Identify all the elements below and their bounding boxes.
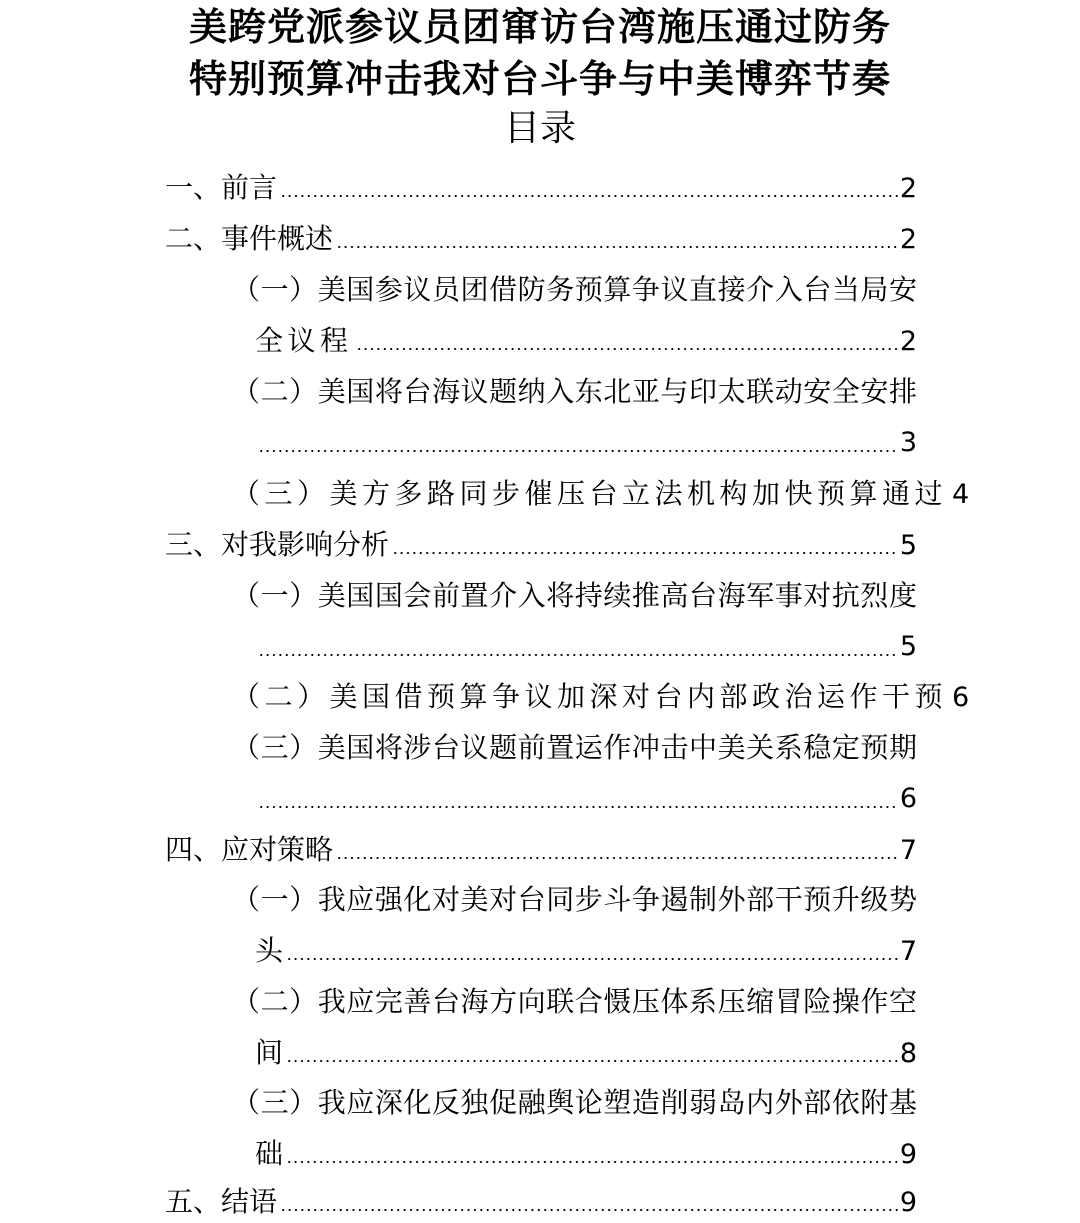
dot-leader [356,348,898,350]
toc-entry-2-1[interactable] [232,270,917,310]
toc-entry-label: （三）我应深化反独促融舆论塑造削弱岛内外部依附基 [232,1086,917,1119]
toc-entry-4-1[interactable] [232,880,917,920]
toc-entry-label: 一、前言 [165,171,278,204]
toc-entry-label: （二）美国将台海议题纳入东北亚与印太联动安全安排 [232,375,917,408]
toc-entry-label: 头 [255,934,284,967]
toc-entry-2-1-continued[interactable] [255,321,917,361]
dot-leader [280,195,898,197]
dot-leader [258,806,898,808]
dot-leader [280,1209,898,1211]
toc-entry-4-3-continued[interactable] [255,1134,917,1174]
dot-leader [258,654,898,656]
toc-entry-label: （三）美方多路同步催压台立法机构加快预算通过 [232,477,948,510]
toc-entry-label: 二、事件概述 [165,222,334,255]
dot-leader [258,450,898,452]
toc-entry-4-2[interactable] [232,982,917,1022]
toc-page-number: 2 [899,173,917,204]
toc-entry-label: 全议程 [255,324,353,357]
toc-page-number: 8 [899,1038,917,1069]
toc-entry-label: （一）我应强化对美对台同步斗争遏制外部干预升级势 [232,883,917,916]
toc-entry-impact-analysis[interactable] [165,525,917,565]
toc-page-number: 6 [952,682,970,713]
toc-page-number: 7 [899,835,917,866]
toc-entry-label: （二）美国借预算争议加深对台内部政治运作干预 [232,680,948,713]
toc-entry-label: （二）我应完善台海方向联合慑压体系压缩冒险操作空 [232,985,917,1018]
toc-entry-3-3[interactable] [232,728,917,768]
toc-page-number: 3 [899,427,917,458]
dot-leader [336,246,898,248]
dot-leader [286,958,898,960]
toc-page-number: 4 [952,479,970,510]
toc-page-number: 9 [899,1139,917,1170]
toc-entry-label: 四、应对策略 [165,833,334,866]
toc-entry-label: 五、结语 [165,1185,278,1218]
toc-page-number: 6 [899,783,917,814]
toc-page-number: 7 [899,936,917,967]
toc-page-number: 2 [899,224,917,255]
toc-entry-2-3[interactable] [232,474,970,514]
toc-entry-3-1[interactable] [232,576,917,616]
toc-entry-countermeasures[interactable] [165,830,917,870]
toc-entry-label: （三）美国将涉台议题前置运作冲击中美关系稳定预期 [232,731,917,764]
toc-entry-3-3-continued[interactable] [255,779,917,819]
toc-heading: 目录 [503,108,576,149]
toc-entry-2-2[interactable] [232,372,917,412]
toc-entry-label: （一）美国国会前置介入将持续推高台海军事对抗烈度 [232,579,917,612]
toc-entry-4-1-continued[interactable] [255,931,917,971]
toc-entry-4-3[interactable] [232,1083,917,1123]
toc-entry-preface[interactable] [165,168,917,208]
toc-entry-2-2-continued[interactable] [255,423,917,463]
toc-entry-3-1-continued[interactable] [255,627,917,667]
toc-entry-label: 三、对我影响分析 [165,528,390,561]
toc-entry-3-2[interactable] [232,677,970,717]
toc-entry-event-overview[interactable] [165,219,917,259]
toc-entry-label: （一）美国参议员团借防务预算争议直接介入台当局安 [232,273,917,306]
document-title-line-1: 美跨党派参议员团窜访台湾施压通过防务 [188,4,891,49]
dot-leader [336,857,898,859]
toc-entry-label: 础 [255,1137,284,1170]
toc-page-number: 9 [899,1187,917,1218]
toc-page-number: 5 [899,631,917,662]
dot-leader [286,1060,898,1062]
toc-page-number: 5 [899,530,917,561]
dot-leader [286,1161,898,1163]
toc-entry-label: 间 [255,1036,284,1069]
toc-entry-4-2-continued[interactable] [255,1033,917,1073]
toc-entry-conclusion[interactable] [165,1182,917,1222]
dot-leader [392,552,898,554]
toc-page-number: 2 [899,326,917,357]
document-title-line-2: 特别预算冲击我对台斗争与中美博弈节奏 [188,56,891,101]
